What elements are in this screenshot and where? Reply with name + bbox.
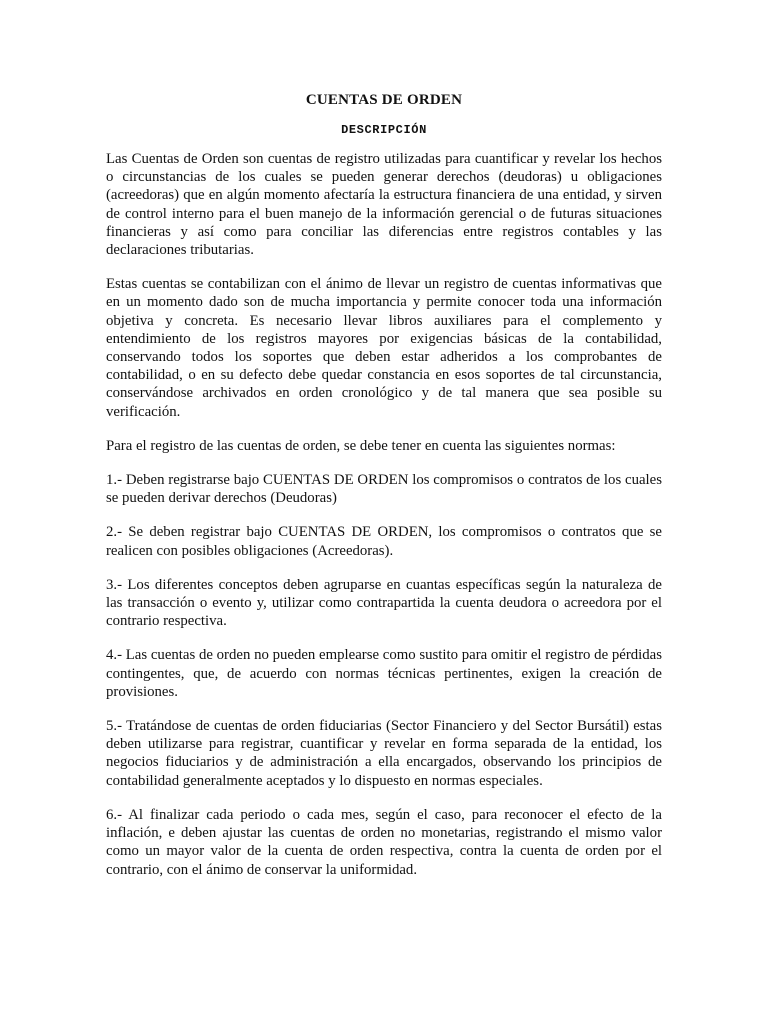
paragraph-contabilizacion: Estas cuentas se contabilizan con el ánimo de llevar un registro de cuentas informativas que en un momento dado son de mucha importancia y permite conocer toda una información objetiva y concreta. Es necesario llevar libros auxiliares para el complemento y entendimiento de los registros mayores por exigencias básicas de la contabilidad, conservando todos los soportes que deben estar adheridos a los comprobantes de contabilidad, o en su defecto debe quedar constancia en esos soportes de tal circunstancia, conservándose archivados en orden cronológico y de tal manera que sea posible su verificación. (106, 276, 662, 420)
norma-4: 4.- Las cuentas de orden no pueden emplearse como sustito para omitir el registro de pérdidas contingentes, que, de acuerdo con normas técnicas pertinentes, exigen la creación de provisiones. (106, 647, 662, 700)
norma-6: 6.- Al finalizar cada periodo o cada mes, según el caso, para reconocer el efecto de la inflación, e deben ajustar las cuentas de orden no monetarias, registrando el mismo valor como un mayor valor de la cuenta de orden respectiva, contra la cuenta de orden por el contrario, con el ánimo de conservar la uniformidad. (106, 806, 662, 878)
norma-1: 1.- Deben registrarse bajo CUENTAS DE ORDEN los compromisos o contratos de los cuales se pueden derivar derechos (Deudoras) (106, 472, 662, 507)
document-body (106, 90, 662, 895)
paragraph-normas-intro: Para el registro de las cuentas de orden, se debe tener en cuenta las siguientes normas: (106, 437, 616, 454)
norma-3: 3.- Los diferentes conceptos deben agruparse en cuantas específicas según la naturaleza de las transacción o evento y, utilizar como contrapartida la cuenta deudora o acreedora por el contrario respectiva. (106, 576, 662, 630)
document-title: CUENTAS DE ORDEN (305, 92, 463, 108)
paragraph-intro: Las Cuentas de Orden son cuentas de registro utilizadas para cuantificar y revelar los hechos o circunstancias de los cuales se pueden generar derechos (deudoras) u obligaciones (acreedoras) que en algún momento afectaría la estructura financiera de una entidad, y sirven de control interno para el buen manejo de la información gerencial o de futuras situaciones financieras y así como para conciliar las diferencias entre registros contables y las declaraciones tributarias. (106, 151, 662, 259)
document-subtitle: DESCRIPCIÓN (341, 123, 427, 137)
norma-5: 5.- Tratándose de cuentas de orden fiduciarias (Sector Financiero y del Sector Bursátil) estas deben utilizarse para registrar, cuantificar y revelar en forma separada de la entidad, los negocios fiduciarios y de administración a ella encargados, observando los principios de contabilidad generalmente aceptados y lo dispuesto en normas especiales. (106, 718, 662, 789)
norma-2: 2.- Se deben registrar bajo CUENTAS DE ORDEN, los compromisos o contratos que se realicen con posibles obligaciones (Acreedoras). (106, 524, 662, 559)
